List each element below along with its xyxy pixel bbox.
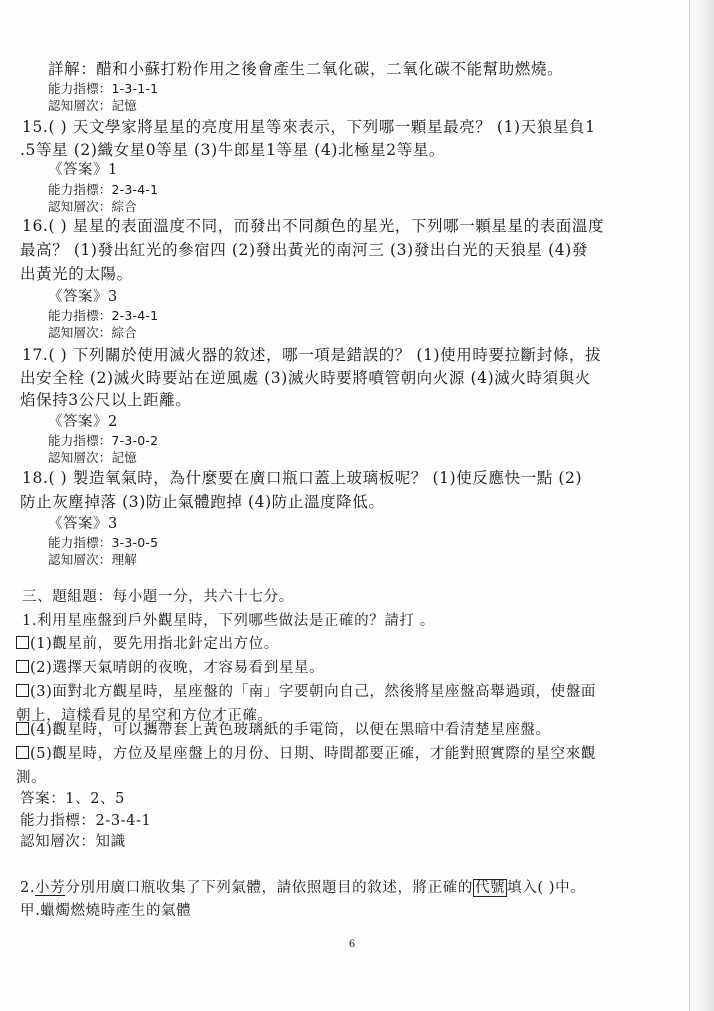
q17-answer: 《答案》2 [48, 414, 118, 430]
group1-option1 [16, 632, 279, 653]
q16-answer: 《答案》3 [48, 289, 118, 305]
group2-question-end: 填入( )中。 [507, 880, 586, 896]
group2-boxed-code: 代號 [474, 880, 506, 896]
q15-level: 認知層次：綜合 [48, 199, 137, 214]
checkbox-option2[interactable] [16, 660, 29, 673]
q18-level: 認知層次：理解 [48, 552, 137, 567]
group2-number: 2. [20, 880, 36, 896]
q16-line3: 出黃光的太陽。 [20, 265, 133, 283]
group2-question [20, 876, 585, 897]
group2-question-mid: 分別用廣口瓶收集了下列氣體，請依照題目的敘述，將正確的 [65, 880, 473, 896]
q18-line1: 18.( ) 製造氧氣時，為什麼要在廣口瓶口蓋上玻璃板呢？ (1)使反應快一點 (2) [22, 469, 583, 487]
q16-line1: 16.( ) 星星的表面溫度不同，而發出不同顏色的星光，下列哪一顆星星的表面溫度 [22, 217, 605, 235]
group1-option2 [16, 656, 324, 677]
page-edge-shadow [686, 0, 714, 1011]
q16-line2: 最高？ (1)發出紅光的參宿四 (2)發出黃光的南河三 (3)發出白光的天狼星 (4)發 [20, 241, 588, 259]
checkbox-option5[interactable] [16, 746, 29, 759]
q15-ability: 能力指標：2-3-4-1 [48, 182, 159, 197]
group1-option1-text: (1)觀星前，要先用指北針定出方位。 [30, 636, 279, 652]
page-edge-line [689, 0, 690, 1011]
q18-ability: 能力指標：3-3-0-5 [48, 535, 159, 550]
q17-line1: 17.( ) 下列關於使用滅火器的敘述，哪一項是錯誤的？ (1)使用時要拉斷封條，拔 [22, 346, 602, 364]
checkbox-option1[interactable] [16, 636, 29, 649]
q17-line3: 焰保持3公尺以上距離。 [20, 391, 192, 409]
q18-line2: 防止灰塵掉落 (3)防止氣體跑掉 (4)防止溫度降低。 [20, 493, 385, 511]
q14-level: 認知層次：記憶 [48, 98, 137, 113]
q15-line1: 15.( ) 天文學家將星星的亮度用星等來表示，下列哪一顆星最亮？ (1)天狼星負1 [22, 118, 596, 136]
group1-question: 1.利用星座盤到戶外觀星時，下列哪些做法是正確的？請打 。 [22, 613, 435, 629]
group1-option3-cont: 朝上，這樣看見的星空和方位才正確。 [16, 708, 273, 724]
q17-level: 認知層次：記憶 [48, 450, 137, 465]
checkbox-option4[interactable] [16, 722, 29, 735]
group2-person-name: 小芳 [35, 880, 66, 896]
page-number: 6 [349, 936, 355, 950]
group2-item-a: 甲.蠟燭燃燒時產生的氣體 [20, 903, 192, 919]
group1-option2-text: (2)選擇天氣晴朗的夜晚，才容易看到星星。 [30, 660, 325, 676]
q15-answer: 《答案》1 [48, 162, 118, 178]
group1-option4 [16, 718, 551, 739]
q14-ability: 能力指標：1-3-1-1 [48, 81, 159, 96]
q17-ability: 能力指標：7-3-0-2 [48, 433, 159, 448]
group1-option5-cont: 測。 [16, 770, 47, 786]
group1-option5 [16, 742, 596, 763]
group1-level: 認知層次：知識 [20, 834, 126, 850]
group1-answer: 答案：1、2、5 [20, 791, 125, 807]
q18-answer: 《答案》3 [48, 516, 118, 532]
group1-option4-text: (4)觀星時，可以攜帶套上黃色玻璃紙的手電筒，以便在黑暗中看清楚星座盤。 [30, 722, 551, 738]
section3-title: 三、題組題：每小題一分，共六十七分。 [22, 589, 294, 605]
q17-line2: 出安全栓 (2)滅火時要站在逆風處 (3)滅火時要將噴管朝向火源 (4)滅火時須與火 [20, 369, 591, 387]
q16-ability: 能力指標：2-3-4-1 [48, 308, 159, 323]
group1-option5-text: (5)觀星時，方位及星座盤上的月份、日期、時間都要正確，才能對照實際的星空來觀 [30, 746, 596, 762]
q16-level: 認知層次：綜合 [48, 325, 137, 340]
group1-option3 [16, 680, 596, 701]
group1-option3-text: (3)面對北方觀星時，星座盤的「南」字要朝向自己，然後將星座盤高舉過頭，使盤面 [30, 684, 596, 700]
group1-ability: 能力指標：2-3-4-1 [20, 813, 152, 829]
q15-line2: .5等星 (2)織女星0等星 (3)牛郎星1等星 (4)北極星2等星。 [20, 141, 446, 159]
checkbox-option3[interactable] [16, 684, 29, 697]
q14-detail: 詳解：醋和小蘇打粉作用之後會產生二氧化碳，二氧化碳不能幫助燃燒。 [48, 60, 564, 78]
